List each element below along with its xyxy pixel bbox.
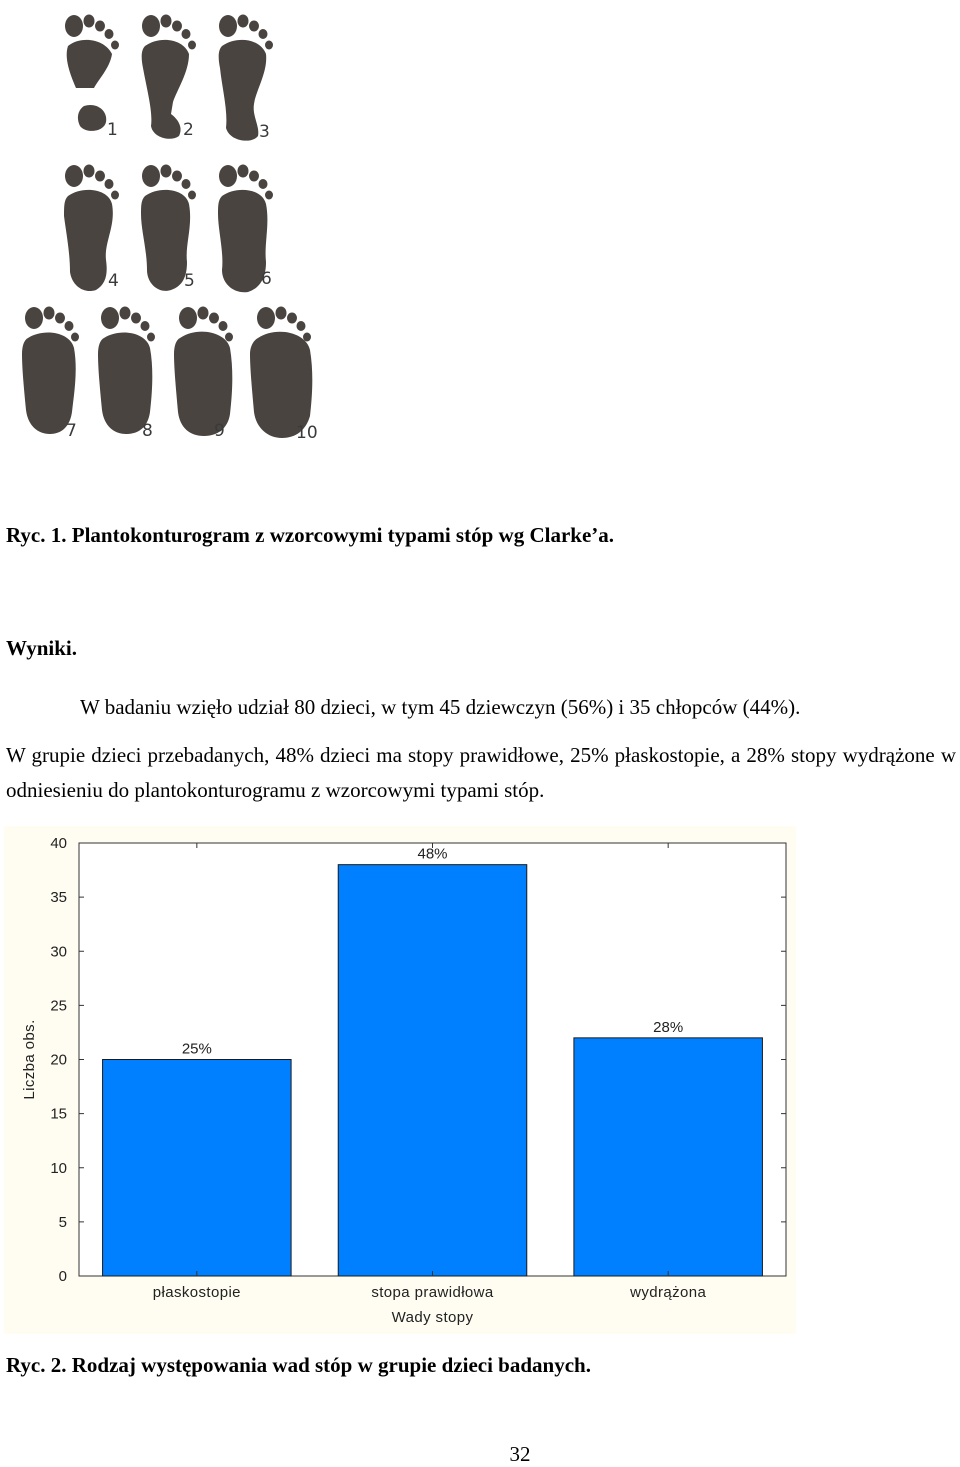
- foot-number-6: 6: [261, 269, 272, 289]
- foot-number-7: 7: [66, 421, 77, 441]
- y-axis-title: Liczba obs.: [21, 1019, 38, 1100]
- data-label-1: 48%: [417, 845, 448, 863]
- foot-number-10: 10: [296, 423, 318, 443]
- footprint-figure: [0, 0, 380, 470]
- results-heading: Wyniki.: [6, 636, 77, 660]
- data-label-0: 25%: [181, 1040, 212, 1058]
- y-tick-label-2: 10: [50, 1159, 67, 1177]
- bar-0: [103, 1060, 292, 1277]
- x-axis-title: Wady stopy: [391, 1309, 474, 1326]
- foot-number-9: 9: [214, 421, 225, 441]
- foot-number-2: 2: [183, 120, 194, 140]
- chart-svg: [4, 826, 796, 1334]
- y-tick-label-4: 20: [50, 1051, 67, 1069]
- y-tick-label-0: 0: [58, 1268, 67, 1285]
- foot-type-9: [174, 307, 233, 437]
- foot-number-5: 5: [184, 271, 195, 291]
- y-tick-label-6: 30: [50, 943, 67, 961]
- results-paragraph-1: W badaniu wzięło udział 80 dzieci, w tym 45 dziewczyn (56%) i 35 chłopców (44%).: [80, 695, 801, 719]
- y-tick-label-1: 5: [58, 1213, 67, 1231]
- y-tick-label-5: 25: [50, 997, 67, 1015]
- data-label-2: 28%: [653, 1018, 684, 1036]
- x-category-label-2: wydrążona: [630, 1284, 707, 1301]
- foot-type-1: [65, 15, 119, 131]
- foot-type-7: [22, 307, 79, 435]
- bar-2: [574, 1038, 763, 1276]
- y-tick-label-3: 15: [50, 1105, 67, 1123]
- bar-1: [338, 865, 527, 1276]
- figure-2-caption: Ryc. 2. Rodzaj występowania wad stóp w grupie dzieci badanych.: [6, 1353, 591, 1377]
- foot-number-1: 1: [107, 120, 118, 140]
- foot-number-8: 8: [142, 421, 153, 441]
- foot-number-4: 4: [108, 271, 119, 291]
- y-tick-label-8: 40: [50, 835, 67, 852]
- page-number: 32: [509, 1442, 531, 1466]
- figure-1-caption: Ryc. 1. Plantokonturogram z wzorcowymi typami stóp wg Clarke’a.: [6, 523, 615, 547]
- foot-type-10: [250, 307, 312, 439]
- foot-defects-chart: [4, 826, 796, 1334]
- foot-type-8: [98, 307, 155, 435]
- x-category-label-0: płaskostopie: [152, 1284, 241, 1301]
- results-paragraph-2: W grupie dzieci przebadanych, 48% dzieci ma stopy prawidłowe, 25% płaskostopie, a 28% stopy wydrążone w odniesieniu do plantokonturogramu z wzorcowymi typami stóp.: [6, 743, 956, 802]
- y-tick-label-7: 35: [50, 889, 67, 907]
- foot-number-3: 3: [259, 122, 270, 142]
- x-category-label-1: stopa prawidłowa: [371, 1284, 494, 1301]
